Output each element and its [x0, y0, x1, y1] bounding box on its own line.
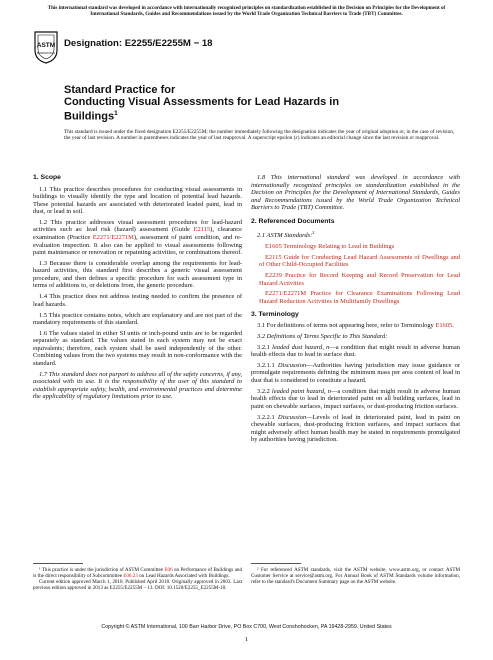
para-3-2-2-1: 3.2.2.1 Discussion—Levels of lead in deteriorated paint, lead in paint on chewable surfaces, dust-producing friction surfaces, and impact surfaces that might adversely affect human health may be stated in requirements promulgated by authorities having jurisdiction.: [251, 413, 461, 444]
para-2-1: 2.1 ASTM Standards:$^2$: [257, 230, 315, 240]
ref-code-link[interactable]: E1605: [265, 243, 282, 251]
astm-logo-icon: [33, 30, 59, 64]
footnote-2: ² For referenced ASTM standards, visit the ASTM website, www.astm.org, or contact ASTM Customer Service at service@astm.org. For Annual Book of ASTM Standards volume information, refer to the standard's Document Summary page on the ASTM website.: [251, 567, 460, 586]
para-3-2: 3.2 Definitions of Terms Specific to This Standard:: [257, 332, 388, 340]
section-heading-referenced-documents: 2. Referenced Documents: [251, 217, 335, 225]
document-title: [64, 84, 424, 123]
reference-item: E2115 Guide for Conducting Lead Hazard Assessments of Dwellings and of Other Child-Occupied Facilities: [259, 253, 460, 269]
copyright-footer: Copyright © ASTM International, 100 Barr Harbor Drive, PO Box C700, West Conshohocken, PA 19428-2959. United States: [101, 624, 392, 630]
footnote-1: ¹ This practice is under the jurisdiction of ASTM Committee E06 on Performance of Buildings and is the direct responsibility of Subcommittee E06.23 on Lead Hazards Associated with Buildings. Current edition approved March 1, 2018. Published April 2018. Originally approved in 2003. Last previous edition approved in 2013 as E2255/E2255M – 13. DOI: 10.1520/E2255_E2255M-18.: [33, 567, 242, 592]
svg-text:ASTM: ASTM: [36, 42, 56, 49]
footnote-rule-right: [251, 563, 301, 564]
designation: Designation: E2255/E2255M − 18: [64, 38, 213, 49]
para-1-2: 1.2 This practice addresses visual assessment procedures for lead-hazard activities such as: lead risk (hazard) assessment (Guide E2115), clearance examination (Practice E2271/E2271M), assessment of paint condition, and re-evaluation inspection. It also can be applied to visual assessments following paint maintenance or renovation or repainting activities, or combinations thereof.: [33, 218, 242, 257]
para-1-4: 1.4 This practice does not address testing needed to confirm the presence of lead hazards.: [33, 293, 242, 308]
ref-link-e2115[interactable]: E2115: [193, 226, 211, 234]
reference-list: [251, 243, 460, 305]
para-1-5: 1.5 This practice contains notes, which are explanatory and are not part of the mandatory requirements of this standard.: [33, 311, 242, 327]
committee-link-e06[interactable]: E06: [164, 567, 173, 573]
title-line-2: Conducting Visual Assessments for Lead Hazards in: [64, 96, 340, 109]
para-3-2-1-1: 3.2.1.1 Discussion—Authorities having jurisdiction may issue guidance or promulgate requirements defining the minimum mass per area content of lead in dust that is considered to constitute a hazard.: [251, 361, 461, 384]
reference-item: E1605 Terminology Relating to Lead in Buildings: [265, 243, 395, 251]
right-column: [251, 174, 460, 447]
para-1-6: 1.6 The values stated in either SI units or inch-pound units are to be regarded separately as standard. The values stated in each system may not be exact equivalents; therefore, each system shall be used independently of the other. Combining values from the two systems may result in non-conformance with the standard.: [33, 329, 242, 367]
astm-logo: [33, 30, 59, 64]
para-3-2-1: 3.2.1 leaded dust hazard, n—a condition that might result in adverse human health effects due to lead in surface dust.: [251, 343, 461, 359]
para-1-3: 1.3 Because there is considerable overlap among the requirements for lead-hazard activities, this standard first describes a generic visual assessment procedure, and then defines a specific procedure for each assessment type in terms of additions to, or deletions from, the generic procedure.: [33, 259, 242, 290]
svg-text:INTERNATIONAL: INTERNATIONAL: [36, 53, 56, 55]
para-3-2-2: 3.2.2 leaded paint hazard, n—a condition that might result in adverse human health effects due to lead in deteriorated paint on all building surfaces, lead in paint on chewable surfaces, impact surfaces, or dust-producing friction surfaces.: [251, 387, 460, 410]
ref-code-link[interactable]: E2239: [265, 272, 282, 280]
section-heading-terminology: 3. Terminology: [251, 310, 299, 318]
page-number: 1: [244, 636, 249, 643]
ref-code-link[interactable]: E2271/E2271M: [265, 290, 307, 298]
title-line-1: Standard Practice for: [64, 84, 176, 96]
left-column: [33, 174, 242, 404]
reference-item: E2239 Practice for Record Keeping and Record Preservation for Lead Hazard Activities: [259, 272, 460, 287]
subcommittee-link-e0623[interactable]: E06.23: [123, 573, 138, 580]
para-1-7: 1.7 This standard does not purport to address all of the safety concerns, if any, associated with its use. It is the responsibility of the user of this standard to establish appropriate safety, health, and environmental practices and determine the applicability of regulatory limitations prior to use.: [33, 370, 242, 401]
para-1-1: 1.1 This practice describes procedures for conducting visual assessments in buildings to visually identify the type and location of potential lead hazards. These potential hazards are associated with deteriorated leaded paint, lead in dust, or lead in soil.: [33, 185, 242, 216]
ref-link-e2271[interactable]: E2271/E2271M: [92, 234, 134, 242]
section-heading-scope: 1. Scope: [33, 174, 61, 181]
para-3-1: 3.1 For definitions of terms not appearing here, refer to Terminology E1605.: [257, 322, 454, 330]
ref-code-link[interactable]: E2115: [265, 253, 282, 261]
standard-note: This standard is issued under the fixed designation E2255/E2255M; the number immediately following the designation indicates the year of original adoption or, in the case of revision, the year of last revision. A number in parentheses indicates the year of last reapproval. A superscript epsilon (ε) indicates an editorial change since the last revision or reapproval.: [64, 129, 455, 142]
reference-item: E2271/E2271M Practice for Clearance Examinations Following Lead Hazard Reduction Activities in Multifamily Dwellings: [259, 290, 460, 305]
ref-link-e1605[interactable]: E1605: [435, 322, 453, 330]
tbt-notice: This international standard was developed in accordance with internationally recognized principles on standardization established in the Decision on Principles for the Development of International Standards, Guides and Recommendations issued by the World Trade Organization Technical Barriers to Trade (TBT) Committee.: [47, 5, 446, 18]
footnote-rule-left: [33, 563, 83, 564]
para-1-8: 1.8 This international standard was developed in accordance with internationally recognized principles on standardization established in the Decision on Principles for the Development of International Standards, Guides and Recommendations issued by the World Trade Organization Technical Barriers to Trade (TBT) Committee.: [251, 174, 460, 212]
title-line-3: Buildings$^1$: [64, 110, 118, 124]
